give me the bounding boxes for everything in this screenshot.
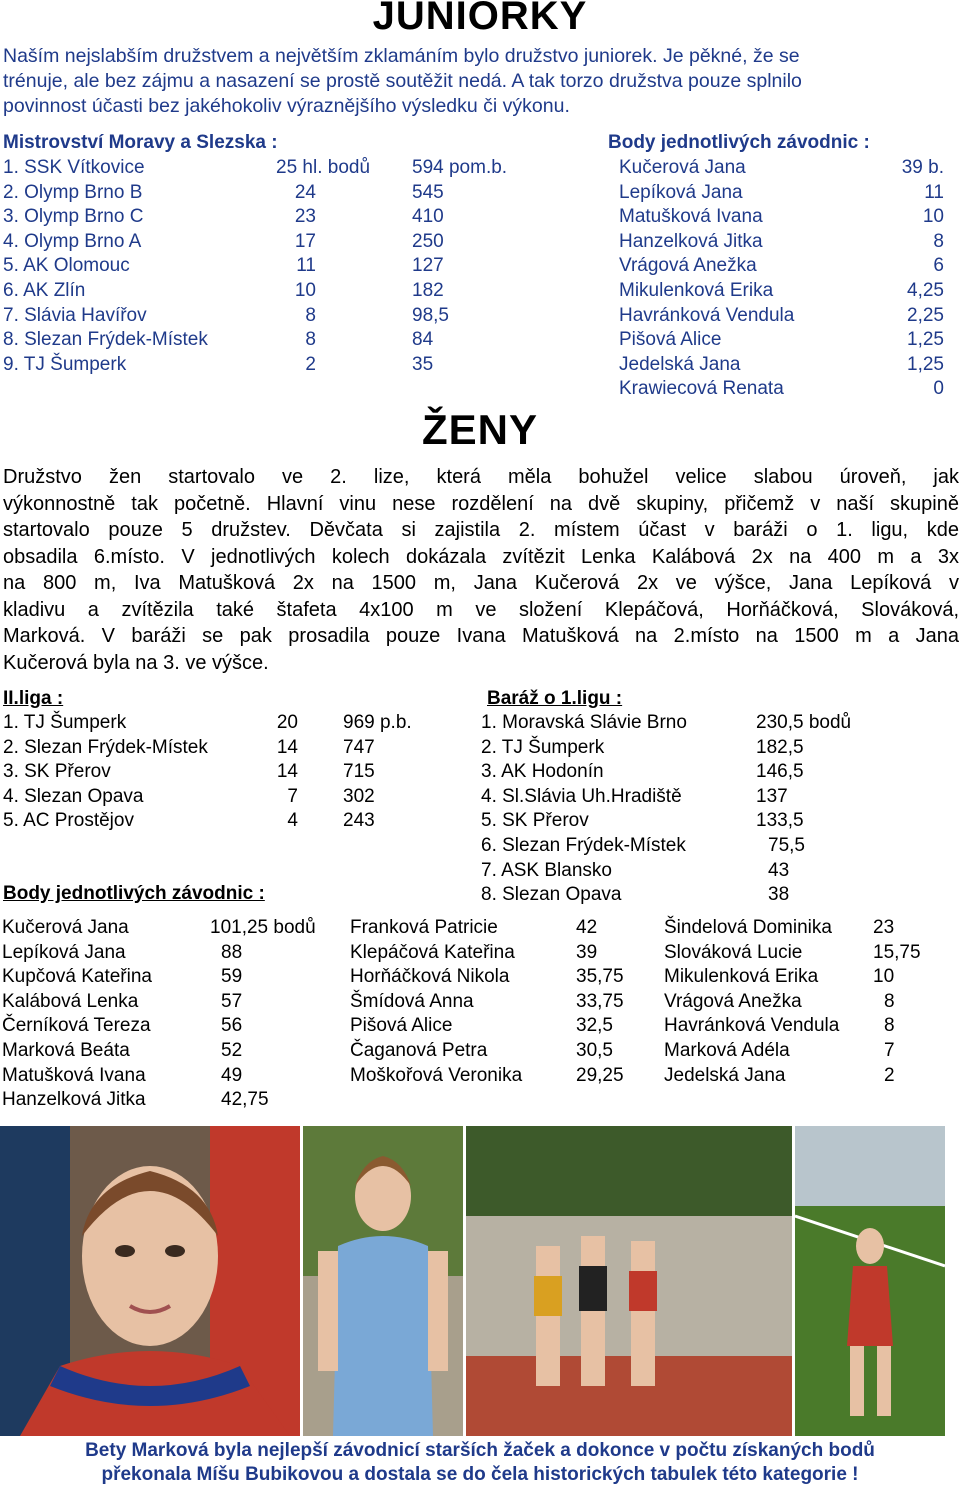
- zeny-text-line: obsadila 6.místo. V jednotlivých kolech dokázala zvítězit Lenka Kalábová 2x na 400 m a 3x: [3, 545, 959, 568]
- liga-points: 14: [276, 761, 298, 783]
- baraz-team: 7. ASK Blansko: [481, 859, 612, 881]
- baraz-team: 5. SK Přerov: [481, 810, 589, 832]
- standings-points: 24: [294, 181, 316, 203]
- athlete-points: 1,25: [907, 329, 944, 351]
- standings-points: 2: [305, 353, 316, 375]
- standings-sub: 127: [412, 255, 444, 277]
- juniorky-intro-line-1: Naším nejslabším družstvem a největším zklamáním bylo družstvo juniorek. Je pěkné, že se: [3, 45, 800, 67]
- baraz-points: 146,5: [756, 761, 804, 783]
- zeny-athlete-points: 8: [884, 1015, 895, 1037]
- zeny-athlete-name: Pišová Alice: [350, 1015, 453, 1037]
- zeny-text-line: Kučerová byla na 3. ve výšce.: [3, 651, 269, 674]
- standings-team: 9. TJ Šumperk: [3, 353, 127, 375]
- athlete-points: 8: [933, 230, 944, 252]
- zeny-athlete-points: 29,25: [576, 1064, 624, 1086]
- athlete-points: 2,25: [907, 304, 944, 326]
- standings-sub: 98,5: [412, 304, 449, 326]
- zeny-athlete-points: 8: [884, 990, 895, 1012]
- caption-line-1: Bety Marková byla nejlepší závodnicí starších žaček a dokonce v počtu získaných bodů: [85, 1440, 875, 1461]
- baraz-team: 6. Slezan Frýdek-Místek: [481, 835, 686, 856]
- liga-team: 3. SK Přerov: [3, 761, 111, 783]
- athlete-points-heading: Body jednotlivých závodnic :: [608, 132, 870, 153]
- zeny-athlete-name: Marková Beáta: [2, 1040, 130, 1061]
- baraz-points: 75,5: [768, 835, 805, 856]
- zeny-text-line: kladivu a zvítězila také štafeta 4x100 m ve složení Klepáčová, Horňáčková, Slováková,: [3, 598, 959, 621]
- photo-portrait-1: [0, 1126, 300, 1436]
- zeny-athlete-name: Šindelová Dominika: [664, 917, 832, 938]
- athlete-name: Krawiecová Renata: [619, 378, 784, 400]
- zeny-athlete-points: 33,75: [576, 990, 624, 1012]
- athlete-points: 6: [933, 255, 944, 277]
- zeny-athlete-points: 57: [221, 990, 243, 1012]
- zeny-athlete-name: Černíková Tereza: [2, 1015, 151, 1037]
- photo-javelin: [795, 1126, 945, 1436]
- baraz-team: 2. TJ Šumperk: [481, 736, 605, 758]
- standings-team: 2. Olymp Brno B: [3, 181, 143, 203]
- zeny-athlete-points: 32,5: [576, 1015, 613, 1037]
- zeny-text-line: na 800 m, Iva Matušková 2x na 1500 m, Jana Kučerová 2x ve výšce, Jana Lepíková v: [3, 572, 959, 594]
- athlete-points: 4,25: [907, 280, 944, 301]
- zeny-athlete-points: 39: [576, 941, 598, 963]
- baraz-points: 137: [756, 785, 788, 807]
- standings-points: 8: [305, 329, 316, 351]
- zeny-athlete-name: Slováková Lucie: [664, 941, 803, 963]
- zeny-athlete-points: 101,25 bodů: [210, 917, 316, 938]
- zeny-athlete-name: Mikulenková Erika: [664, 966, 819, 988]
- standings-sub: 84: [412, 329, 434, 351]
- zeny-athlete-points: 2: [884, 1064, 895, 1086]
- zeny-text-line: startovalo pouze 5 družstev. Děvčata si zajistila 2. místem účast v baráži o 1. ligu, kde: [3, 519, 959, 541]
- baraz-team: 1. Moravská Slávie Brno: [481, 712, 687, 733]
- zeny-athlete-points: 23: [873, 917, 895, 938]
- baraz-points: 230,5 bodů: [756, 712, 852, 733]
- standings-sub: 545: [412, 181, 444, 203]
- zeny-points-heading: Body jednotlivých závodnic :: [3, 883, 265, 904]
- athlete-points: 0: [933, 378, 944, 400]
- standings-points: 8: [305, 304, 316, 326]
- athlete-name: Pišová Alice: [619, 329, 722, 351]
- zeny-text-line: Marková. V baráži se pak prosadila pouze Ivana Matušková na 2.místo na 1500 m a Jana: [3, 625, 959, 647]
- athlete-name: Lepíková Jana: [619, 181, 743, 203]
- zeny-athlete-points: 30,5: [576, 1040, 613, 1061]
- standings-sub: 182: [412, 280, 444, 301]
- standings-team: 3. Olymp Brno C: [3, 206, 144, 228]
- liga-heading: II.liga :: [3, 688, 64, 709]
- standings-sub: 594 pom.b.: [412, 157, 508, 178]
- baraz-team: 8. Slezan Opava: [481, 884, 622, 906]
- photo-portrait-2: [303, 1126, 463, 1436]
- standings-team: 4. Olymp Brno A: [3, 230, 142, 252]
- zeny-athlete-name: Kupčová Kateřina: [2, 966, 152, 988]
- zeny-athlete-name: Jedelská Jana: [664, 1064, 786, 1086]
- zeny-text-line: Družstvo žen startovalo ve 2. lize, která měla bohužel velice slabou úroveň, jak: [3, 466, 959, 488]
- zeny-athlete-points: 15,75: [873, 941, 921, 963]
- standings-points: 23: [294, 206, 316, 228]
- juniorky-intro-line-2: trénuje, ale bez zájmu a nasazení se prostě soutěžit nedá. A tak torzo družstva pouze splnilo: [3, 70, 802, 92]
- liga-points: 20: [276, 712, 298, 733]
- baraz-heading: Baráž o 1.ligu :: [487, 688, 623, 709]
- athlete-name: Hanzelková Jitka: [619, 230, 763, 252]
- zeny-athlete-points: 10: [873, 966, 895, 988]
- zeny-athlete-name: Marková Adéla: [664, 1040, 790, 1061]
- zeny-athlete-points: 59: [221, 966, 243, 988]
- zeny-athlete-name: Kučerová Jana: [2, 917, 129, 938]
- zeny-athlete-name: Moškořová Veronika: [350, 1064, 523, 1086]
- athlete-name: Jedelská Jana: [619, 353, 741, 375]
- zeny-athlete-name: Čaganová Petra: [350, 1040, 488, 1061]
- standings-team: 7. Slávia Havířov: [3, 304, 147, 326]
- zeny-athlete-points: 7: [884, 1040, 895, 1061]
- caption-line-2: překonala Míšu Bubikovou a dostala se do čela historických tabulek této kategorie !: [101, 1464, 859, 1485]
- baraz-points: 133,5: [756, 810, 804, 832]
- liga-sub: 747: [343, 736, 375, 758]
- standings-team: 8. Slezan Frýdek-Místek: [3, 329, 208, 351]
- standings-sub: 410: [412, 206, 444, 228]
- liga-team: 5. AC Prostějov: [3, 810, 134, 832]
- liga-points: 14: [276, 736, 298, 758]
- standings-heading: Mistrovství Moravy a Slezska :: [3, 132, 278, 153]
- liga-points: 7: [287, 785, 298, 807]
- baraz-team: 3. AK Hodonín: [481, 761, 604, 783]
- zeny-athlete-name: Šmídová Anna: [350, 990, 474, 1012]
- liga-points: 4: [287, 810, 298, 832]
- standings-points: 17: [294, 230, 316, 252]
- athlete-points: 11: [924, 181, 944, 203]
- liga-sub: 715: [343, 761, 375, 783]
- standings-points: 10: [294, 280, 316, 301]
- baraz-points: 43: [768, 859, 790, 881]
- athlete-points: 1,25: [907, 353, 944, 375]
- zeny-athlete-name: Havránková Vendula: [664, 1015, 840, 1037]
- baraz-points: 182,5: [756, 736, 804, 758]
- zeny-title: ŽENY: [421, 406, 538, 453]
- athlete-name: Havránková Vendula: [619, 304, 795, 326]
- liga-team: 4. Slezan Opava: [3, 785, 144, 807]
- standings-points: 11: [296, 255, 316, 277]
- zeny-athlete-points: 88: [221, 941, 243, 963]
- zeny-athlete-name: Matušková Ivana: [2, 1064, 146, 1086]
- zeny-athlete-points: 42,75: [221, 1089, 269, 1111]
- athlete-name: Mikulenková Erika: [619, 280, 774, 301]
- standings-team: 6. AK Zlín: [3, 280, 86, 301]
- athlete-name: Matušková Ivana: [619, 206, 763, 228]
- zeny-athlete-points: 52: [221, 1040, 243, 1061]
- liga-team: 2. Slezan Frýdek-Místek: [3, 736, 208, 758]
- zeny-athlete-points: 49: [221, 1064, 243, 1086]
- liga-team: 1. TJ Šumperk: [3, 712, 127, 733]
- baraz-points: 38: [768, 884, 790, 906]
- standings-team: 1. SSK Vítkovice: [3, 157, 145, 178]
- zeny-athlete-name: Kalábová Lenka: [2, 990, 139, 1012]
- photo-stadium: [466, 1126, 792, 1436]
- liga-sub: 969 p.b.: [343, 712, 412, 733]
- liga-sub: 302: [343, 785, 375, 807]
- juniorky-intro-line-3: povinnost účasti bez jakéhokoliv výraznějšího výsledku či výkonu.: [3, 95, 570, 117]
- zeny-text-line: výkonnostně tak početně. Hlavní vinu nese rozdělení na dvě skupiny, přičemž v naší skupině: [3, 492, 959, 515]
- athlete-name: Vrágová Anežka: [619, 255, 757, 277]
- zeny-athlete-points: 35,75: [576, 966, 624, 988]
- zeny-athlete-name: Lepíková Jana: [2, 941, 126, 963]
- zeny-athlete-name: Vrágová Anežka: [664, 990, 802, 1012]
- juniorky-title: JUNIORKY: [372, 0, 588, 38]
- standings-team: 5. AK Olomouc: [3, 255, 130, 277]
- standings-points: 25 hl. bodů: [276, 157, 371, 178]
- athlete-points: 10: [922, 206, 944, 228]
- zeny-athlete-name: Klepáčová Kateřina: [350, 941, 515, 963]
- baraz-team: 4. Sl.Slávia Uh.Hradiště: [481, 785, 682, 807]
- liga-sub: 243: [343, 810, 375, 832]
- zeny-athlete-points: 56: [221, 1015, 243, 1037]
- standings-sub: 250: [412, 230, 444, 252]
- zeny-athlete-name: Horňáčková Nikola: [350, 966, 510, 988]
- athlete-points: 39 b.: [901, 157, 944, 178]
- zeny-athlete-name: Hanzelková Jitka: [2, 1089, 146, 1111]
- athlete-name: Kučerová Jana: [619, 157, 746, 178]
- standings-sub: 35: [412, 353, 434, 375]
- zeny-athlete-name: Franková Patricie: [350, 917, 498, 938]
- zeny-athlete-points: 42: [576, 917, 598, 938]
